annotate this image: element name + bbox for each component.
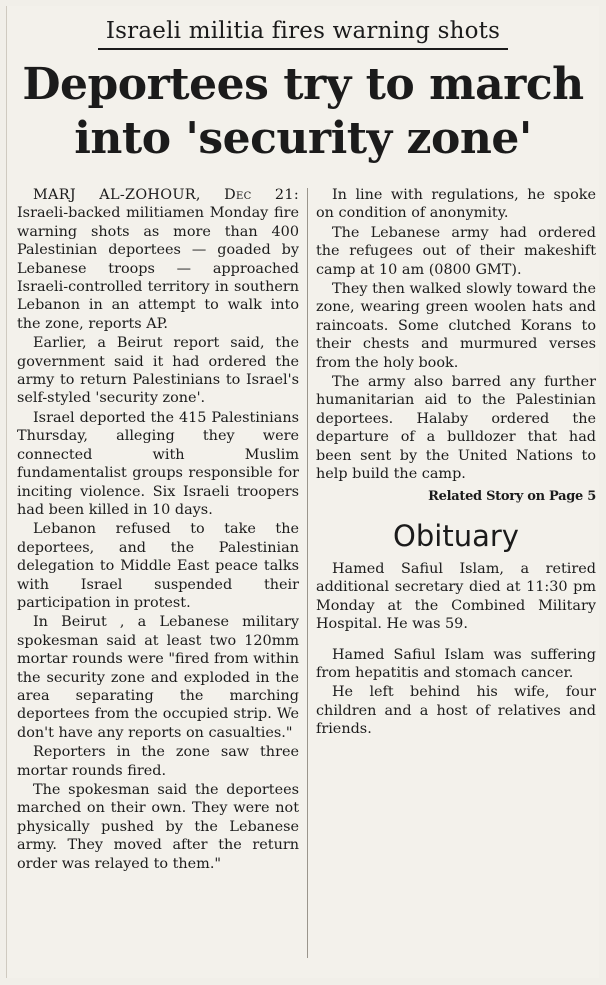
story-paragraph-11: The army also barred any further humanitarian aid to the Palestinian deportees. Halaby ordered the departure of a bulldozer that had been sent by the United Nations to help build the camp. [316, 374, 596, 483]
headline-line-1: Deportees try to march [22, 59, 584, 110]
story-column-right [316, 186, 596, 739]
story-paragraph-10: They then walked slowly toward the zone, wearing green woolen hats and raincoats. Some clutched Korans to their chests and murmured verses from the holy book. [316, 281, 596, 371]
story-column-left [17, 186, 299, 873]
headline-line-2: into 'security zone' [74, 113, 532, 164]
headline [7, 58, 599, 166]
story-paragraph-1 [17, 186, 299, 333]
column-divider [307, 188, 308, 958]
story-paragraph-5: In Beirut , a Lebanese military spokesman said at least two 120mm mortar rounds were "fired from within the security zone and exploded in the area separating the marching deportees from the occupied strip. We don't have any reports on casualties." [17, 614, 299, 741]
story-paragraph-1-text: Israeli-backed militiamen Monday fire warning shots as more than 400 Palestinian deportees — goaded by Lebanese troops — approached Israeli-controlled territory in southern Lebanon in an attempt to walk into the zone, reports AP. [17, 205, 299, 332]
obituary-heading: Obituary [393, 518, 519, 553]
obituary-paragraph-1: Hamed Safiul Islam, a retired additional secretary died at 11:30 pm Monday at the Combined Military Hospital. He was 59. [316, 560, 596, 633]
kicker: Israeli militia fires warning shots [98, 16, 508, 50]
story-paragraph-9: The Lebanese army had ordered the refugees out of their makeshift camp at 10 am (0800 GMT). [316, 224, 596, 278]
obituary-paragraph-3: He left behind his wife, four children and a host of relatives and friends. [316, 684, 596, 738]
story-paragraph-7: The spokesman said the deportees marched on their own. They were not physically pushed by the Lebanese army. They moved after the return order was relayed to them." [17, 782, 299, 872]
story-paragraph-3: Israel deported the 415 Palestinians Thursday, alleging they were connected with Muslim fundamentalist groups responsible for inciting violence. Six Israeli troopers had been killed in 10 days. [17, 409, 299, 518]
obituary-paragraph-2: Hamed Safiul Islam was suffering from hepatitis and stomach cancer. [316, 646, 596, 681]
dateline: MARJ AL-ZOHOUR, Dec 21: [33, 187, 299, 203]
related-story-note: Related Story on Page 5 [428, 488, 596, 504]
kicker-wrap [7, 16, 599, 50]
newspaper-clipping [6, 6, 599, 978]
story-paragraph-4: Lebanon refused to take the deportees, and the Palestinian delegation to Middle East peace talks with Israel suspended their participation in protest. [17, 521, 299, 611]
story-paragraph-2: Earlier, a Beirut report said, the government said it had ordered the army to return Palestinians to Israel's self-styled 'security zone'. [17, 335, 299, 407]
story-paragraph-8: In line with regulations, he spoke on condition of anonymity. [316, 187, 596, 222]
story-paragraph-6: Reporters in the zone saw three mortar rounds fired. [17, 744, 299, 779]
